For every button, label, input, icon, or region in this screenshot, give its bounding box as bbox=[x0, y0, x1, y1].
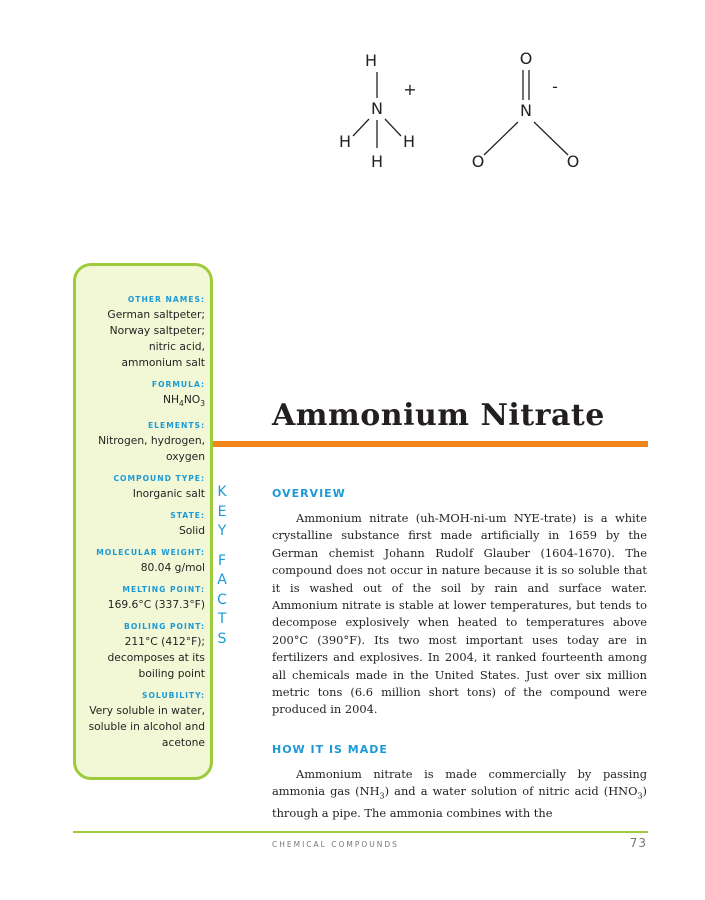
fact-value: acetone bbox=[161, 736, 205, 750]
atom-h-bottom: H bbox=[370, 152, 384, 171]
title-underline bbox=[213, 441, 648, 447]
fact-solubility bbox=[65, 691, 205, 751]
vertical-letter: S bbox=[217, 630, 227, 647]
vertical-letter: K bbox=[217, 484, 227, 500]
fact-value: Inorganic salt bbox=[132, 487, 205, 501]
fact-label: FORMULA: bbox=[151, 380, 205, 389]
ammonium-ion bbox=[339, 51, 417, 171]
vertical-letter: F bbox=[217, 552, 227, 569]
fact-other-names bbox=[65, 295, 205, 371]
fact-value: Solid bbox=[178, 524, 205, 538]
fact-label: BOILING POINT: bbox=[124, 622, 205, 632]
how-made-heading: HOW IT IS MADE bbox=[272, 743, 388, 756]
bond bbox=[353, 119, 369, 136]
fact-label: OTHER NAMES: bbox=[127, 295, 205, 304]
charge-minus: - bbox=[552, 77, 558, 96]
text-run: Ammonium nitrate is made commercially by passing ammonia gas (NH bbox=[272, 767, 647, 799]
atom-h-left: H bbox=[338, 132, 352, 151]
fact-melting-point bbox=[65, 585, 205, 613]
key-facts-list bbox=[65, 295, 205, 760]
key-facts-vertical-label bbox=[212, 483, 232, 649]
atom-h-top: H bbox=[364, 51, 378, 70]
vertical-letter: A bbox=[217, 572, 227, 588]
vertical-letter: E bbox=[217, 503, 227, 520]
overview-body bbox=[272, 510, 647, 719]
fact-label: MELTING POINT: bbox=[122, 585, 205, 595]
fact-formula bbox=[65, 380, 205, 412]
charge-plus: + bbox=[403, 80, 417, 99]
how-made-body bbox=[272, 766, 647, 823]
atom-n: N bbox=[520, 101, 532, 120]
atom-o-top: O bbox=[519, 49, 533, 68]
formula-subscript: 3 bbox=[200, 399, 205, 409]
text-run: ) and a water solution of nitric acid (HNO bbox=[384, 784, 638, 799]
fact-value: German saltpeter; bbox=[107, 308, 205, 321]
atom-n: N bbox=[371, 99, 383, 118]
vertical-letter: Y bbox=[217, 523, 227, 539]
text-run: ) through a pipe. The ammonia combines with the bbox=[272, 784, 647, 821]
fact-value: 80.04 g/mol bbox=[140, 561, 205, 575]
footer-rule bbox=[73, 831, 648, 833]
fact-value: boiling point bbox=[138, 667, 205, 681]
fact-boiling-point bbox=[65, 622, 205, 682]
fact-molecular-weight bbox=[65, 548, 205, 576]
formula-part: NH bbox=[163, 393, 180, 406]
fact-label: SOLUBILITY: bbox=[142, 691, 205, 701]
fact-value: ammonium salt bbox=[121, 356, 205, 369]
bond bbox=[534, 122, 568, 155]
bond bbox=[484, 122, 518, 155]
atom-o-right: O bbox=[566, 152, 580, 171]
overview-heading: OVERVIEW bbox=[272, 487, 346, 500]
fact-elements bbox=[65, 421, 205, 465]
atom-h-right: H bbox=[402, 132, 416, 151]
subscript: 3 bbox=[379, 791, 385, 801]
nitrate-ion bbox=[472, 49, 580, 171]
fact-label: MOLECULAR WEIGHT: bbox=[96, 548, 205, 558]
fact-label: COMPOUND TYPE: bbox=[113, 474, 205, 484]
bond bbox=[385, 119, 401, 136]
fact-value: 211°C (412°F); bbox=[124, 635, 205, 649]
vertical-letter: C bbox=[217, 591, 227, 608]
fact-value: oxygen bbox=[166, 450, 205, 464]
fact-value: Nitrogen, hydrogen, bbox=[98, 434, 205, 448]
running-head: CHEMICAL COMPOUNDS bbox=[272, 840, 399, 849]
atom-o-left: O bbox=[471, 152, 485, 171]
formula-part: NO bbox=[183, 393, 201, 406]
fact-label: ELEMENTS: bbox=[148, 421, 205, 431]
vertical-letter: T bbox=[217, 611, 227, 627]
chemical-structure-diagram bbox=[320, 40, 600, 180]
overview-paragraph: Ammonium nitrate (uh-MOH-ni-um NYE-trate) is a white crystalline substance first made artificially in 1659 by the German chemist Johann Rudolf Glauber (1604-1670). The compound does not occur in nature because it is so soluble that it is washed out of the soil by rain and surface water. Ammonium nitrate is stable at lower temperatures, but tends to decompose explosively when heated to temperatures above 200°C (390°F). Its two most important uses today are in fertilizers and explosives. In 2004, it ranked fourteenth among all chemicals made in the United States. Just over six million metric tons (6.6 million short tons) of the compound were produced in 2004. bbox=[272, 511, 647, 717]
fact-value: soluble in alcohol and bbox=[88, 720, 205, 734]
fact-value: Very soluble in water, bbox=[89, 704, 205, 718]
fact-label: STATE: bbox=[170, 511, 205, 521]
fact-value: 169.6°C (337.3°F) bbox=[107, 598, 205, 612]
how-made-paragraph bbox=[272, 766, 647, 823]
fact-state bbox=[65, 511, 205, 539]
formula-subscript: 4 bbox=[179, 399, 184, 409]
subscript: 3 bbox=[637, 791, 643, 801]
fact-value bbox=[65, 392, 205, 412]
page-title: Ammonium Nitrate bbox=[272, 398, 605, 433]
page-number: 73 bbox=[629, 836, 647, 850]
fact-value: nitric acid, bbox=[148, 340, 205, 353]
fact-compound-type bbox=[65, 474, 205, 502]
fact-value: Norway saltpeter; bbox=[109, 324, 205, 337]
fact-value: decomposes at its bbox=[107, 651, 205, 665]
